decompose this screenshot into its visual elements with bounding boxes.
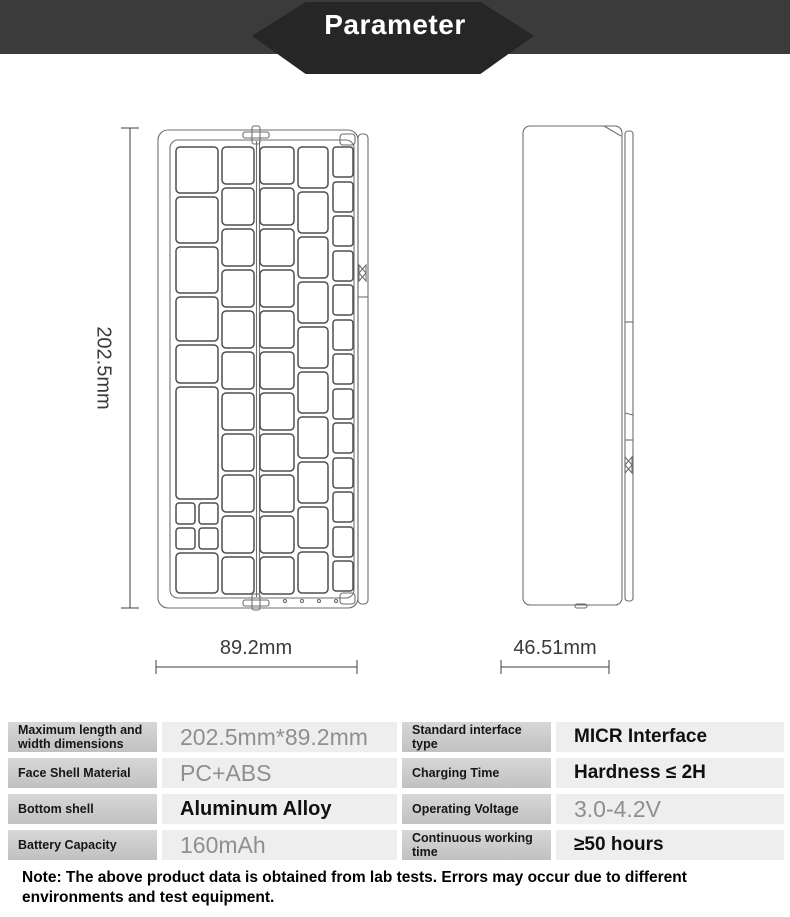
- spec-value: 202.5mm*89.2mm: [162, 722, 397, 752]
- front-width-label: 89.2mm: [219, 637, 293, 659]
- side-width-label: 46.51mm: [513, 637, 597, 659]
- key-outlines: [176, 147, 353, 594]
- dimension-front-width: [156, 637, 357, 674]
- spec-label: Maximum length and width dimensions: [8, 722, 157, 752]
- keyboard-diagram: [0, 105, 790, 705]
- keyboard-front-view: [158, 126, 368, 610]
- spec-label: Face Shell Material: [8, 758, 157, 788]
- spec-label: Battery Capacity: [8, 830, 157, 860]
- spec-value: 160mAh: [162, 830, 397, 860]
- spec-value: ≥50 hours: [556, 830, 784, 860]
- spec-value: PC+ABS: [162, 758, 397, 788]
- spec-value: Hardness ≤ 2H: [556, 758, 784, 788]
- spec-value: Aluminum Alloy: [162, 794, 397, 824]
- spec-label: Standard interface type: [402, 722, 551, 752]
- lab-test-note: Note: The above product data is obtained from lab tests. Errors may occur due to different environments and test equipment.: [22, 869, 687, 906]
- spec-value: MICR Interface: [556, 722, 784, 752]
- page-title: Parameter: [324, 9, 466, 40]
- spec-label: Operating Voltage: [402, 794, 551, 824]
- spec-label: Charging Time: [402, 758, 551, 788]
- spec-label: Continuous working time: [402, 830, 551, 860]
- spec-value: 3.0-4.2V: [556, 794, 784, 824]
- keyboard-side-view: [523, 126, 633, 608]
- dimension-side-width: [501, 637, 609, 674]
- spec-label: Bottom shell: [8, 794, 157, 824]
- dimension-front-height: [93, 128, 139, 608]
- front-height-label: 202.5mm: [92, 326, 115, 410]
